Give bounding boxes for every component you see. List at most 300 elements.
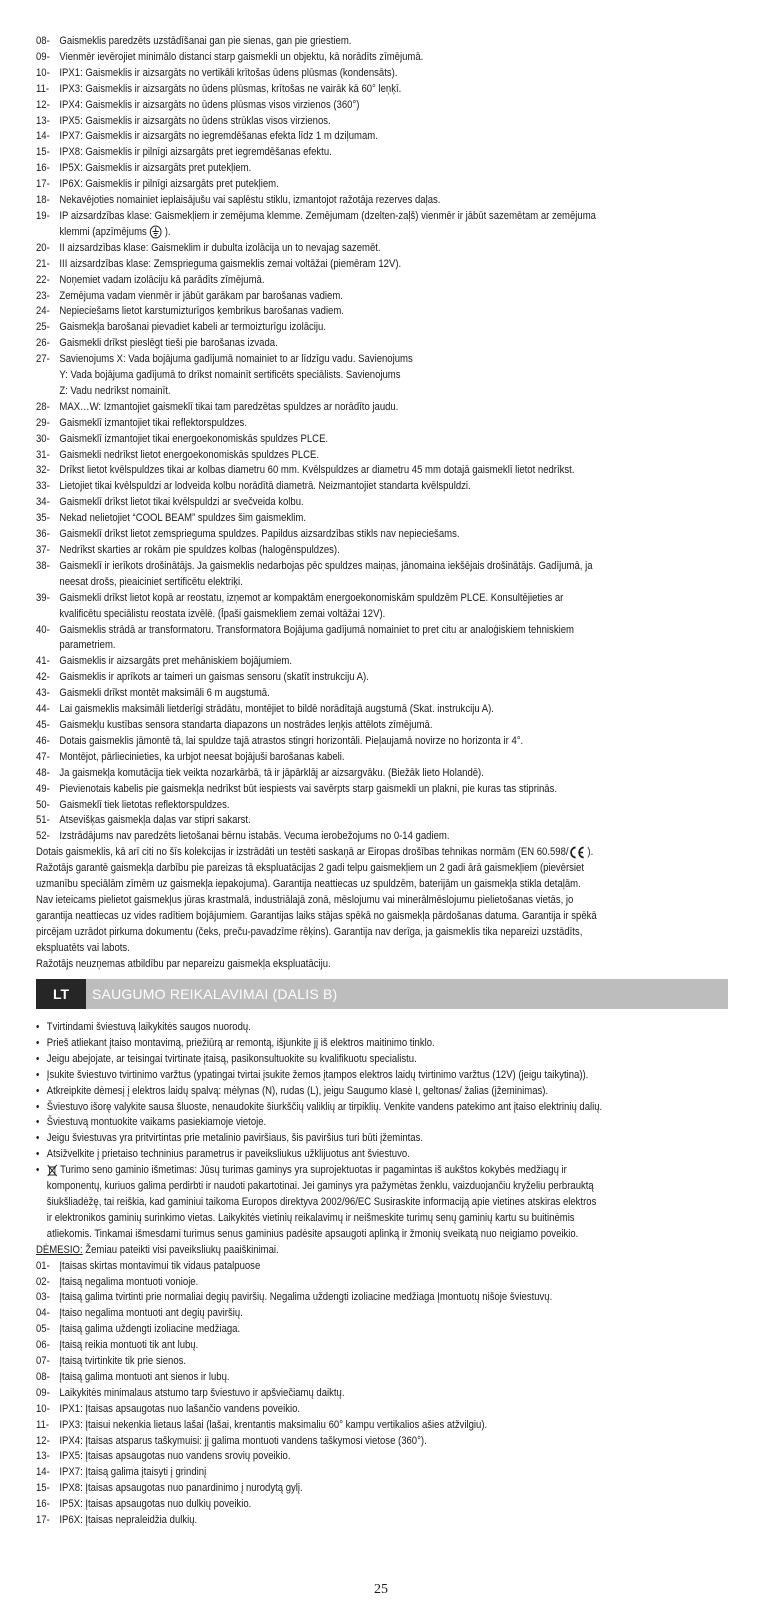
item-text: Ja gaismekļa komutācija tiek veikta nozarkārbā, tā ir jāpārklāj ar aizsargvāku. (Biežāk lieto Holandē). [59, 766, 484, 779]
item-text: Gaismekli nedrīkst lietot energoekonomiskās spuldzes PLCE. [59, 448, 320, 461]
item-text: Įtaisą tvirtinkite tik prie sienos. [59, 1355, 187, 1368]
numbered-item [36, 686, 728, 702]
item-number: 07- [36, 1355, 50, 1368]
item-line [36, 1338, 659, 1354]
bullet-item [36, 1052, 728, 1068]
item-line [36, 511, 659, 527]
item-text: Zemējuma vadam vienmēr ir jābūt garākam par barošanas vadiem. [59, 289, 343, 302]
item-number: 16- [36, 1498, 50, 1511]
item-text: Gaismekli drīkst lietot kopā ar reostatu, izņemot ar kompaktām energoekonomiskām spuldzēm PLCE. Konsultējieties ar [59, 591, 564, 604]
item-number: 40- [36, 623, 50, 636]
bullet-dot: • [36, 1116, 40, 1129]
item-number: 17- [36, 1514, 50, 1527]
numbered-item [36, 1481, 728, 1497]
item-line [36, 1418, 659, 1434]
item-text: IPX5: Gaismeklis ir aizsargāts no ūdens strūklas visos virzienos. [59, 114, 331, 127]
bullet-dot: • [36, 1036, 40, 1049]
item-number: 48- [36, 766, 50, 779]
item-text: IP5X: Gaismeklis ir aizsargāts pret putekļiem. [59, 162, 252, 175]
bullet-text: Šviestuvą montuokite vaikams pasiekiamoje vietoje. [46, 1116, 267, 1129]
item-text: IPX5: Įtaisas apsaugotas nuo vandens srovių poveikio. [59, 1450, 291, 1463]
bullet-dot: • [36, 1148, 40, 1161]
bullet-dot: • [36, 1052, 40, 1065]
numbered-item [36, 82, 728, 98]
item-text: Gaismeklī izmantojiet tikai energoekonomiskās spuldzes PLCE. [59, 432, 329, 445]
item-text: IPX3: Gaismeklis ir aizsargāts no ūdens plūsmas, krītošas ne vairāk kā 60° leņķī. [59, 82, 402, 95]
numbered-item [36, 304, 728, 320]
item-number: 43- [36, 687, 50, 700]
item-line [36, 336, 659, 352]
bullet-text: Jeigu abejojate, ar teisingai tvirtinate įtaisą, pasikonsultuokite su kvalifikuotu specialistu. [46, 1052, 417, 1065]
paragraph [36, 861, 728, 956]
bullet-content [47, 1020, 251, 1036]
item-text: IPX7: Gaismeklis ir aizsargāts no iegremdēšanas efekta līdz 1 m dziļumam. [59, 130, 378, 143]
item-text: Atsevišķas gaismekļa daļas var stipri sakarst. [59, 814, 251, 827]
item-text: Gaismeklis ir aizsargāts pret mehāniskiem bojājumiem. [59, 655, 293, 668]
item-number: 03- [36, 1291, 50, 1304]
paragraph-line [36, 925, 659, 941]
item-text: Įtaisą galima montuoti ant sienos ir lubų. [59, 1370, 230, 1383]
item-text: Montējot, pārliecinieties, ka urbjot neesat bojājuši barošanas kabeli. [59, 750, 345, 763]
item-text: Vienmēr ievērojiet minimālo distanci starp gaismekli un objektu, kā norādīts zīmējumā. [59, 50, 424, 63]
bullet-text: Prieš atliekant įtaiso montavimą, priežiūrą ar remontą, išjunkite jį iš elektros maitinimo tinklo. [46, 1036, 435, 1049]
bullet-dot: • [36, 1132, 40, 1145]
numbered-item [36, 798, 728, 814]
numbered-item [36, 273, 728, 289]
item-line [36, 575, 659, 591]
bullet-text: Tvirtindami šviestuvą laikykitės saugos nuorodų. [46, 1021, 251, 1033]
item-line [36, 1354, 659, 1370]
bullet-content [47, 1147, 410, 1163]
item-number: 41- [36, 655, 50, 668]
numbered-item [36, 66, 728, 82]
item-text: II aizsardzības klase: Gaismeklim ir dubulta izolācija un to nevajag sazemēt. [59, 241, 381, 254]
numbered-item [36, 750, 728, 766]
item-line [36, 1322, 659, 1338]
bullet-line [36, 1068, 659, 1084]
item-text-tail: ). [162, 225, 171, 238]
bullet-item [36, 1084, 728, 1100]
item-number: 08- [36, 1370, 50, 1383]
item-text: Lai gaismeklis maksimāli lietderīgi strādātu, montējiet to bildē norādītajā augstumā (Skat. instrukciju A). [59, 703, 494, 716]
bullet-content [47, 1084, 548, 1100]
numbered-item [36, 432, 728, 448]
item-number: 05- [36, 1323, 50, 1336]
item-line [36, 448, 659, 464]
item-text: Įtaisą negalima montuoti vonioje. [59, 1275, 199, 1288]
item-number: 12- [36, 1434, 50, 1447]
bullet-dot: • [36, 1100, 40, 1113]
numbered-item [36, 591, 728, 623]
numbered-item [36, 1418, 728, 1434]
bullet-text: Jeigu šviestuvas yra pritvirtintas prie metalinio paviršiaus, šis paviršius turi būti įžemintas. [46, 1132, 424, 1145]
item-number: 49- [36, 782, 50, 795]
item-number: 27- [36, 353, 50, 366]
item-number: 20- [36, 241, 50, 254]
item-line [36, 209, 659, 225]
item-text: Gaismeklis ir aprīkots ar taimeri un gaismas sensoru (skatīt instrukciju A). [59, 671, 369, 684]
numbered-item [36, 511, 728, 527]
numbered-item [36, 1275, 728, 1291]
bullet-line [36, 1211, 659, 1227]
bullet-text: Atsižvelkite į prietaiso techninius parametrus ir paveiksliukus užklijuotus ant šviestuvo. [46, 1148, 410, 1161]
bullet-line [36, 1020, 659, 1036]
item-line [36, 1386, 659, 1402]
item-text: Lietojiet tikai kvēlspuldzi ar lodveida kolbu norādītā diametrā. Neizmantojiet standarta kvēlspuldzi. [59, 480, 471, 493]
paragraph-tail: ). [584, 846, 594, 859]
numbered-item [36, 1497, 728, 1513]
page-number: 25 [374, 1582, 388, 1597]
bullet-line [36, 1131, 659, 1147]
item-line [36, 50, 659, 66]
item-line [36, 1449, 659, 1465]
item-line [36, 670, 659, 686]
item-number: 45- [36, 718, 50, 731]
item-number: 37- [36, 544, 50, 556]
numbered-item [36, 495, 728, 511]
item-text: Įtaisą reikia montuoti tik ant lubų. [59, 1339, 199, 1352]
bullet-line [36, 1163, 659, 1179]
item-text: Nepieciešams lietot karstumizturīgos ķembrikus barošanas vadiem. [59, 305, 344, 318]
item-line [36, 1481, 659, 1497]
item-number: 44- [36, 703, 50, 716]
numbered-item [36, 177, 728, 193]
paragraph-text: Dotais gaismeklis, kā arī citi no šīs kolekcijas ir izstrādāti un testēti saskaņā ar Eiropas drošības tehnikas normām (EN 60.598/ [36, 846, 569, 859]
numbered-item [36, 1322, 728, 1338]
item-line [36, 416, 659, 432]
item-text: MAX…W: Izmantojiet gaismeklī tikai tam paredzētas spuldzes ar norādīto jaudu. [59, 400, 399, 413]
item-text: Gaismeklī tiek lietotas reflektorspuldzes. [59, 798, 230, 811]
item-text: neesat drošs, pieaiciniet sertificētu elektriķi. [59, 575, 243, 588]
bullet-content [47, 1036, 435, 1052]
item-number: 29- [36, 416, 50, 429]
section-title: SAUGUMO REIKALAVIMAI (DALIS B) [92, 986, 338, 1002]
item-number: 14- [36, 130, 50, 143]
numbered-item [36, 114, 728, 130]
item-text: Įtaiso negalima montuoti ant degių paviršių. [59, 1307, 243, 1320]
item-line [36, 1306, 659, 1322]
item-line [36, 718, 659, 734]
item-number: 23- [36, 289, 50, 302]
numbered-item [36, 623, 728, 655]
item-text: IP6X: Gaismeklis ir pilnīgi aizsargāts pret putekļiem. [59, 178, 279, 191]
attention-line [36, 1243, 659, 1259]
section-header-bar [36, 979, 728, 1009]
numbered-item [36, 1338, 728, 1354]
paragraph-line [36, 909, 659, 925]
bullet-dot: • [36, 1068, 40, 1081]
item-line [36, 623, 659, 639]
item-text: Drīkst lietot kvēlspuldzes tikai ar kolbas diametru 60 mm. Kvēlspuldzes ar diametru 45 mm dotajā gaismeklī lietot nedrīkst. [59, 464, 575, 477]
numbered-item [36, 527, 728, 543]
item-number: 18- [36, 194, 50, 207]
item-line [36, 1275, 659, 1291]
numbered-item [36, 654, 728, 670]
item-text: Gaismeklis paredzēts uzstādīšanai gan pie sienas, gan pie griestiem. [59, 35, 352, 47]
bullet-line [36, 1036, 659, 1052]
numbered-item [36, 463, 728, 479]
numbered-item [36, 320, 728, 336]
numbered-item [36, 416, 728, 432]
item-line [36, 432, 659, 448]
attention-label: DĖMESIO: [36, 1243, 83, 1256]
item-line [36, 177, 659, 193]
item-number: 14- [36, 1466, 50, 1479]
numbered-item [36, 1386, 728, 1402]
bullet-item [36, 1147, 728, 1163]
numbered-item [36, 1434, 728, 1450]
numbered-item [36, 161, 728, 177]
item-line [36, 1259, 659, 1275]
paragraph-text: Ražotājs neuzņemas atbildību par nepareizu gaismekļa ekspluatāciju. [36, 957, 331, 970]
bullet-line [36, 1100, 659, 1116]
item-text: Gaismekli drīkst pieslēgt tieši pie barošanas izvada. [59, 337, 278, 350]
numbered-item [36, 1354, 728, 1370]
item-number: 10- [36, 1402, 50, 1415]
paragraph-text: garantija neattiecas uz vides radītiem bojājumiem. Garantijas laiks stājas spēkā no gaismekļa pārdošanas datuma. Garantija ir spēkā [36, 909, 597, 922]
bullet-text: Atkreipkite dėmesį į elektros laidų spalvą: mėlynas (N), rudas (L), jeigu Saugumo klasė I, geltonas/ žalias (įžeminimas). [46, 1084, 549, 1097]
numbered-item [36, 209, 728, 241]
numbered-item [36, 813, 728, 829]
item-text: IPX4: Įtaisas atsparus taškymuisi: jį galima montuoti vandens taškymosi vietose (360°). [59, 1434, 427, 1447]
item-line [36, 320, 659, 336]
item-line [36, 289, 659, 305]
crossed-bin-icon [47, 1164, 58, 1177]
bullet-line [36, 1227, 659, 1243]
numbered-item [36, 336, 728, 352]
item-number: 38- [36, 559, 50, 572]
numbered-item [36, 400, 728, 416]
item-number: 31- [36, 448, 50, 461]
item-number: 09- [36, 50, 50, 63]
item-line [36, 798, 659, 814]
item-number: 17- [36, 178, 50, 191]
item-number: 06- [36, 1339, 50, 1352]
item-text: IPX8: Gaismeklis ir pilnīgi aizsargāts pret iegremdēšanas efektu. [59, 146, 332, 159]
item-number: 36- [36, 528, 50, 541]
numbered-item [36, 1513, 728, 1529]
item-line [36, 161, 659, 177]
bullet-content [47, 1100, 602, 1116]
numbered-item [36, 734, 728, 750]
bullet-text: Įsukite šviestuvo tvirtinimo varžtus (ypatingai tvirtai įsukite žemos įtampos elektros laidų tvirtinimo varžtus (12V) (jeigu taikytina)). [46, 1068, 589, 1081]
bullet-content [47, 1163, 567, 1179]
bullet-text: šiukšliadėžę, tai reiškia, kad gaminiui taikoma Europos direktyva 2002/96/EC Susiraskite informaciją apie vietines atskiras elektros [46, 1195, 597, 1208]
item-line [36, 527, 659, 543]
item-line [36, 1370, 659, 1386]
bullet-text: Šviestuvo išorę valykite sausa šluoste, nenaudokite šiurkščių valiklių ar tirpiklių. Venkite vandens patekimo ant įtaiso elektrinių dalių. [46, 1100, 603, 1113]
item-line [36, 98, 659, 114]
bullet-line [36, 1115, 659, 1131]
item-line [36, 638, 659, 654]
bullet-text: komponentų, kuriuos galima perdirbti ir naudoti pakartotinai. Jei gaminys yra pažymėtas ženklu, vaizduojančiu kryželiu perbrauktą [46, 1180, 594, 1193]
item-line [36, 829, 659, 845]
bullet-dot: • [36, 1164, 40, 1177]
item-number: 22- [36, 273, 50, 286]
item-line [36, 304, 659, 320]
item-number: 51- [36, 814, 50, 827]
item-number: 13- [36, 1450, 50, 1463]
paragraph-line [36, 877, 659, 893]
paragraph-line [36, 941, 659, 957]
item-line [36, 591, 659, 607]
bullet-line [36, 1052, 659, 1068]
item-text: kvalificētu speciālistu reostata izvēlē. (Īpaši gaismekliem zemai voltāžai 12V). [59, 607, 386, 620]
item-number: 11- [36, 1418, 50, 1431]
item-text: Gaismeklī ir ierīkots drošinātājs. Ja gaismeklis nedarbojas pēc spuldzes maiņas, jānomaina iekšējais drošinātājs. Gadījumā, ja [59, 559, 593, 572]
item-text: Nekavējoties nomainiet ieplaisājušu vai saplēstu stiklu, izmantojot ražotāja rezerves daļas. [59, 194, 441, 207]
bullet-text: atliekomis. Tinkamai išmesdami turimus senus gaminius padėsite apsaugoti aplinką ir žmonių sveikatą nuo neigiamo poveikio. [46, 1227, 579, 1240]
item-line [36, 559, 659, 575]
numbered-item [36, 1306, 728, 1322]
item-text: IP aizsardzības klase: Gaismekļiem ir zemējuma klemme. Zemējumam (dzelten-zaļš) vienmēr ir jābūt sazemētam ar zemējuma [59, 209, 596, 222]
item-text: IPX3: Įtaisui nekenkia lietaus lašai (lašai, krentantis maksimaliu 60° kampu vertikalios ašies atžvilgiu). [59, 1418, 488, 1431]
item-number: 28- [36, 400, 50, 413]
item-number: 24- [36, 305, 50, 318]
item-text: IPX4: Gaismeklis ir aizsargāts no ūdens plūsmas visos virzienos (360°) [59, 98, 360, 111]
item-number: 50- [36, 798, 50, 811]
numbered-item [36, 1402, 728, 1418]
item-number: 33- [36, 480, 50, 493]
item-line [36, 273, 659, 289]
numbered-item [36, 766, 728, 782]
ce-mark-icon [569, 846, 585, 859]
bullet-line [36, 1147, 659, 1163]
language-code-badge: LT [36, 979, 86, 1009]
bullet-content [47, 1052, 417, 1068]
item-line [36, 766, 659, 782]
item-number: 19- [36, 209, 50, 222]
paragraph-line [36, 845, 659, 861]
numbered-item [36, 718, 728, 734]
latvian-section [36, 34, 728, 972]
item-line [36, 400, 659, 416]
bullet-item [36, 1131, 728, 1147]
item-number: 02- [36, 1275, 50, 1288]
item-line [36, 114, 659, 130]
bullet-content [47, 1068, 589, 1084]
item-line [36, 82, 659, 98]
item-line [36, 686, 659, 702]
item-line [36, 734, 659, 750]
item-number: 11- [36, 82, 50, 95]
bullet-content [47, 1115, 266, 1131]
attention-text: Žemiau pateikti visi paveiksliukų paaiškinimai. [82, 1243, 279, 1256]
item-text: Gaismeklī izmantojiet tikai reflektorspuldzes. [59, 416, 247, 429]
bullet-line [36, 1179, 659, 1195]
item-number: 15- [36, 146, 50, 159]
item-line [36, 750, 659, 766]
item-line [36, 1290, 659, 1306]
item-text: Gaismeklī drīkst lietot tikai kvēlspuldzi ar svečveida kolbu. [59, 496, 304, 509]
item-number: 47- [36, 750, 50, 763]
item-text: parametriem. [59, 639, 116, 652]
item-text: Gaismekļu kustības sensora standarta diapazons un nostrādes leņķis attēlots zīmējumā. [59, 718, 433, 731]
item-text: III aizsardzības klase: Zemsprieguma gaismeklis zemai voltāžai (piemēram 12V). [59, 257, 402, 270]
numbered-item [36, 1449, 728, 1465]
item-text: Gaismeklis strādā ar transformatoru. Transformatora Bojājuma gadījumā nomainiet to pret citu ar analoģiskiem tehniskiem [59, 623, 574, 636]
item-number: 35- [36, 512, 50, 525]
numbered-item [36, 1370, 728, 1386]
numbered-item [36, 145, 728, 161]
item-line [36, 1513, 659, 1529]
bullet-item [36, 1068, 728, 1084]
item-number: 42- [36, 671, 50, 684]
item-line [36, 34, 659, 50]
numbered-item [36, 241, 728, 257]
item-line [36, 352, 659, 368]
numbered-item [36, 352, 728, 400]
paragraph-text: ekspluatēts vai labots. [36, 941, 130, 954]
item-line [36, 813, 659, 829]
item-text: Įtaisą galima tvirtinti prie normaliai degių paviršių. Negalima uždengti izoliacine medžiaga Įmontuotų nišoje šviestuvų. [59, 1291, 553, 1304]
numbered-item [36, 257, 728, 273]
item-text: Dotais gaismeklis jāmontē tā, lai spuldze tajā atrastos stingri horizontāli. Pieļaujamā novirze no horizonta ir 4°. [59, 734, 524, 747]
item-number: 04- [36, 1307, 50, 1320]
bullet-line [36, 1195, 659, 1211]
numbered-item [36, 543, 728, 559]
item-text: Noņemiet vadam izolāciju kā parādīts zīmējumā. [59, 273, 265, 286]
item-text: Gaismekli drīkst montēt maksimāli 6 m augstumā. [59, 687, 270, 700]
numbered-item [36, 670, 728, 686]
item-number: 16- [36, 162, 50, 175]
item-number: 32- [36, 464, 50, 477]
item-line [36, 463, 659, 479]
item-number: 39- [36, 591, 50, 604]
numbered-item [36, 34, 728, 50]
bullet-dot: • [36, 1084, 40, 1097]
numbered-item [36, 479, 728, 495]
item-number: 46- [36, 734, 50, 747]
item-line [36, 1497, 659, 1513]
item-number: 10- [36, 66, 50, 79]
item-text: Įtaisą galima uždengti izoliacine medžiaga. [59, 1323, 241, 1336]
paragraph [36, 957, 728, 973]
bullet-content [47, 1131, 423, 1147]
numbered-item [36, 702, 728, 718]
item-text: Gaismeklī drīkst lietot zemsprieguma spuldzes. Papildus aizsardzības stikls nav nepieciešams. [59, 528, 460, 541]
numbered-item [36, 50, 728, 66]
item-text: IP5X: Įtaisas apsaugotas nuo dulkių poveikio. [59, 1498, 252, 1511]
item-text: IP6X: Įtaisas nepraleidžia dulkių. [59, 1514, 198, 1527]
item-text: Pievienotais kabelis pie gaismekļa nedrīkst būt iespiests vai savērpts starp gaismekli un plakni, pie kuras tas stiprinās. [59, 782, 558, 795]
paragraph-text: Nav ieteicams pielietot gaismekļus jūras krastmalā, industriālajā zonā, mēslojumu vai minerālmēslojumu pielietošanas vietās, jo [36, 893, 574, 906]
item-line [36, 66, 659, 82]
item-text: IPX1: Gaismeklis ir aizsargāts no vertikāli krītošas ūdens plūsmas (kondensāts). [59, 66, 398, 79]
item-text: Z: Vadu nedrīkst nomainīt. [59, 384, 171, 397]
item-line [36, 145, 659, 161]
numbered-item [36, 1259, 728, 1275]
item-line [36, 495, 659, 511]
numbered-item [36, 289, 728, 305]
bullet-dot: • [36, 1021, 40, 1033]
numbered-item [36, 1290, 728, 1306]
item-text: Nekad nelietojiet “COOL BEAM” spuldzes šim gaismeklim. [59, 512, 306, 525]
bullet-item [36, 1100, 728, 1116]
numbered-item [36, 782, 728, 798]
numbered-item [36, 829, 728, 845]
numbered-item [36, 1465, 728, 1481]
item-line [36, 1434, 659, 1450]
numbered-item [36, 448, 728, 464]
item-text: Y: Vada bojājuma gadījumā to drīkst nomainīt sertificēts speciālists. Savienojums [59, 369, 401, 382]
item-line [36, 368, 659, 384]
item-number: 26- [36, 337, 50, 350]
item-text: Gaismekļa barošanai pievadiet kabeli ar termoizturīgu izolāciju. [59, 321, 326, 334]
item-number: 21- [36, 257, 50, 270]
item-line [36, 782, 659, 798]
bullet-item [36, 1020, 728, 1036]
